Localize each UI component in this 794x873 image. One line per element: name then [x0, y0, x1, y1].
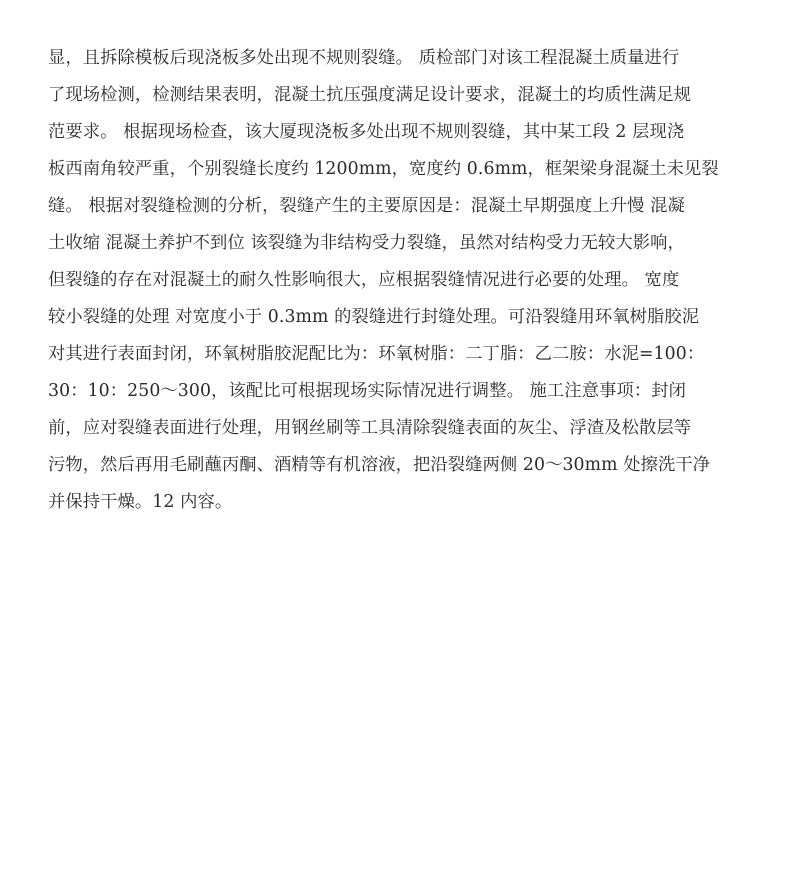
text-line-13: 并保持干燥。12 内容。 — [48, 492, 233, 512]
text-line-8: 较小裂缝的处理 对宽度小于 0.3mm 的裂缝进行封缝处理。可沿裂缝用环氧树脂胶泥 — [48, 307, 700, 327]
text-line-7: 但裂缝的存在对混凝土的耐久性影响很大，应根据裂缝情况进行必要的处理。 宽度 — [48, 270, 680, 290]
text-line-6: 土收缩 混凝土养护不到位 该裂缝为非结构受力裂缝，虽然对结构受力无较大影响， — [48, 233, 685, 253]
text-line-12: 污物，然后再用毛刷蘸丙酮、酒精等有机溶液，把沿裂缝两侧 20～30mm 处擦洗干净 — [48, 455, 711, 475]
text-line-10: 30：10：250～300，该配比可根据现场实际情况进行调整。 施工注意事项：封闭 — [48, 381, 686, 401]
text-line-1: 显，且拆除模板后现浇板多处出现不规则裂缝。 质检部门对该工程混凝土质量进行 — [48, 48, 680, 68]
text-line-5: 缝。 根据对裂缝检测的分析，裂缝产生的主要原因是：混凝土早期强度上升慢 混凝 — [48, 196, 685, 216]
text-line-4: 板西南角较严重，个别裂缝长度约 1200mm，宽度约 0.6mm，框架梁身混凝土未见裂 — [48, 159, 719, 179]
text-line-3: 范要求。 根据现场检查，该大厦现浇板多处出现不规则裂缝，其中某工段 2 层现浇 — [48, 122, 685, 142]
text-line-11: 前，应对裂缝表面进行处理，用钢丝刷等工具清除裂缝表面的灰尘、浮渣及松散层等 — [48, 418, 692, 438]
text-line-9: 对其进行表面封闭，环氧树脂胶泥配比为：环氧树脂：二丁脂：乙二胺：水泥=100： — [48, 344, 705, 364]
text-line-2: 了现场检测，检测结果表明，混凝土抗压强度满足设计要求，混凝土的均质性满足规 — [48, 85, 692, 105]
